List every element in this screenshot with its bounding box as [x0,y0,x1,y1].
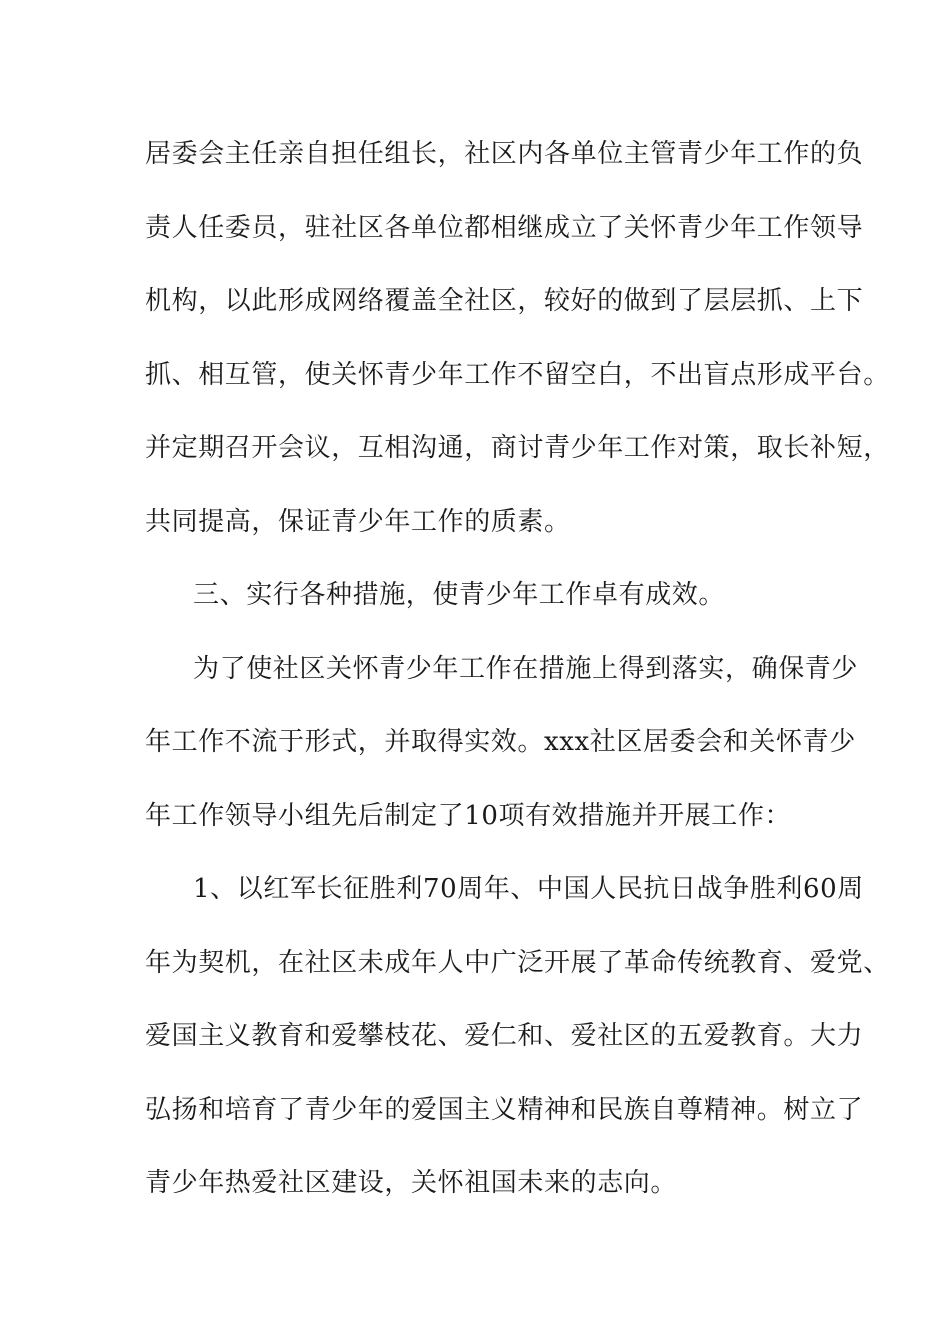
text-line-5: 并定期召开会议，互相沟通，商讨青少年工作对策，取长补短， [145,433,890,463]
list-item-1-start: 1、以红军长征胜利70周年、中国人民抗日战争胜利60周 [193,874,864,904]
text-line-1: 居委会主任亲自担任组长，社区内各单位主管青少年工作的负 [145,139,864,169]
text-line-4: 抓、相互管，使关怀青少年工作不留空白，不出盲点形成平台。 [145,359,890,390]
text-line-9: 年工作不流于形式，并取得实效。xxx社区居委会和关怀青少 [145,727,856,757]
text-line-15: 青少年热爱社区建设，关怀祖国未来的志向。 [145,1168,678,1198]
text-line-13: 爱国主义教育和爱攀枝花、爱仁和、爱社区的五爱教育。大力 [145,1021,864,1051]
section-heading-3: 三、实行各种措施，使青少年工作卓有成效。 [193,580,726,610]
text-line-14: 弘扬和培育了青少年的爱国主义精神和民族自尊精神。树立了 [145,1094,864,1125]
text-line-8: 为了使社区关怀青少年工作在措施上得到落实，确保青少 [193,653,859,684]
text-line-12: 年为契机，在社区未成年人中广泛开展了革命传统教育、爱党、 [145,947,890,978]
text-line-6: 共同提高，保证青少年工作的质素。 [145,506,571,537]
text-line-2: 责人任委员，驻社区各单位都相继成立了关怀青少年工作领导 [145,212,864,243]
text-line-3: 机构，以此形成网络覆盖全社区，较好的做到了层层抓、上下 [145,286,864,316]
text-line-10: 年工作领导小组先后制定了10项有效措施并开展工作： [145,800,792,831]
document-body [145,128,890,1231]
